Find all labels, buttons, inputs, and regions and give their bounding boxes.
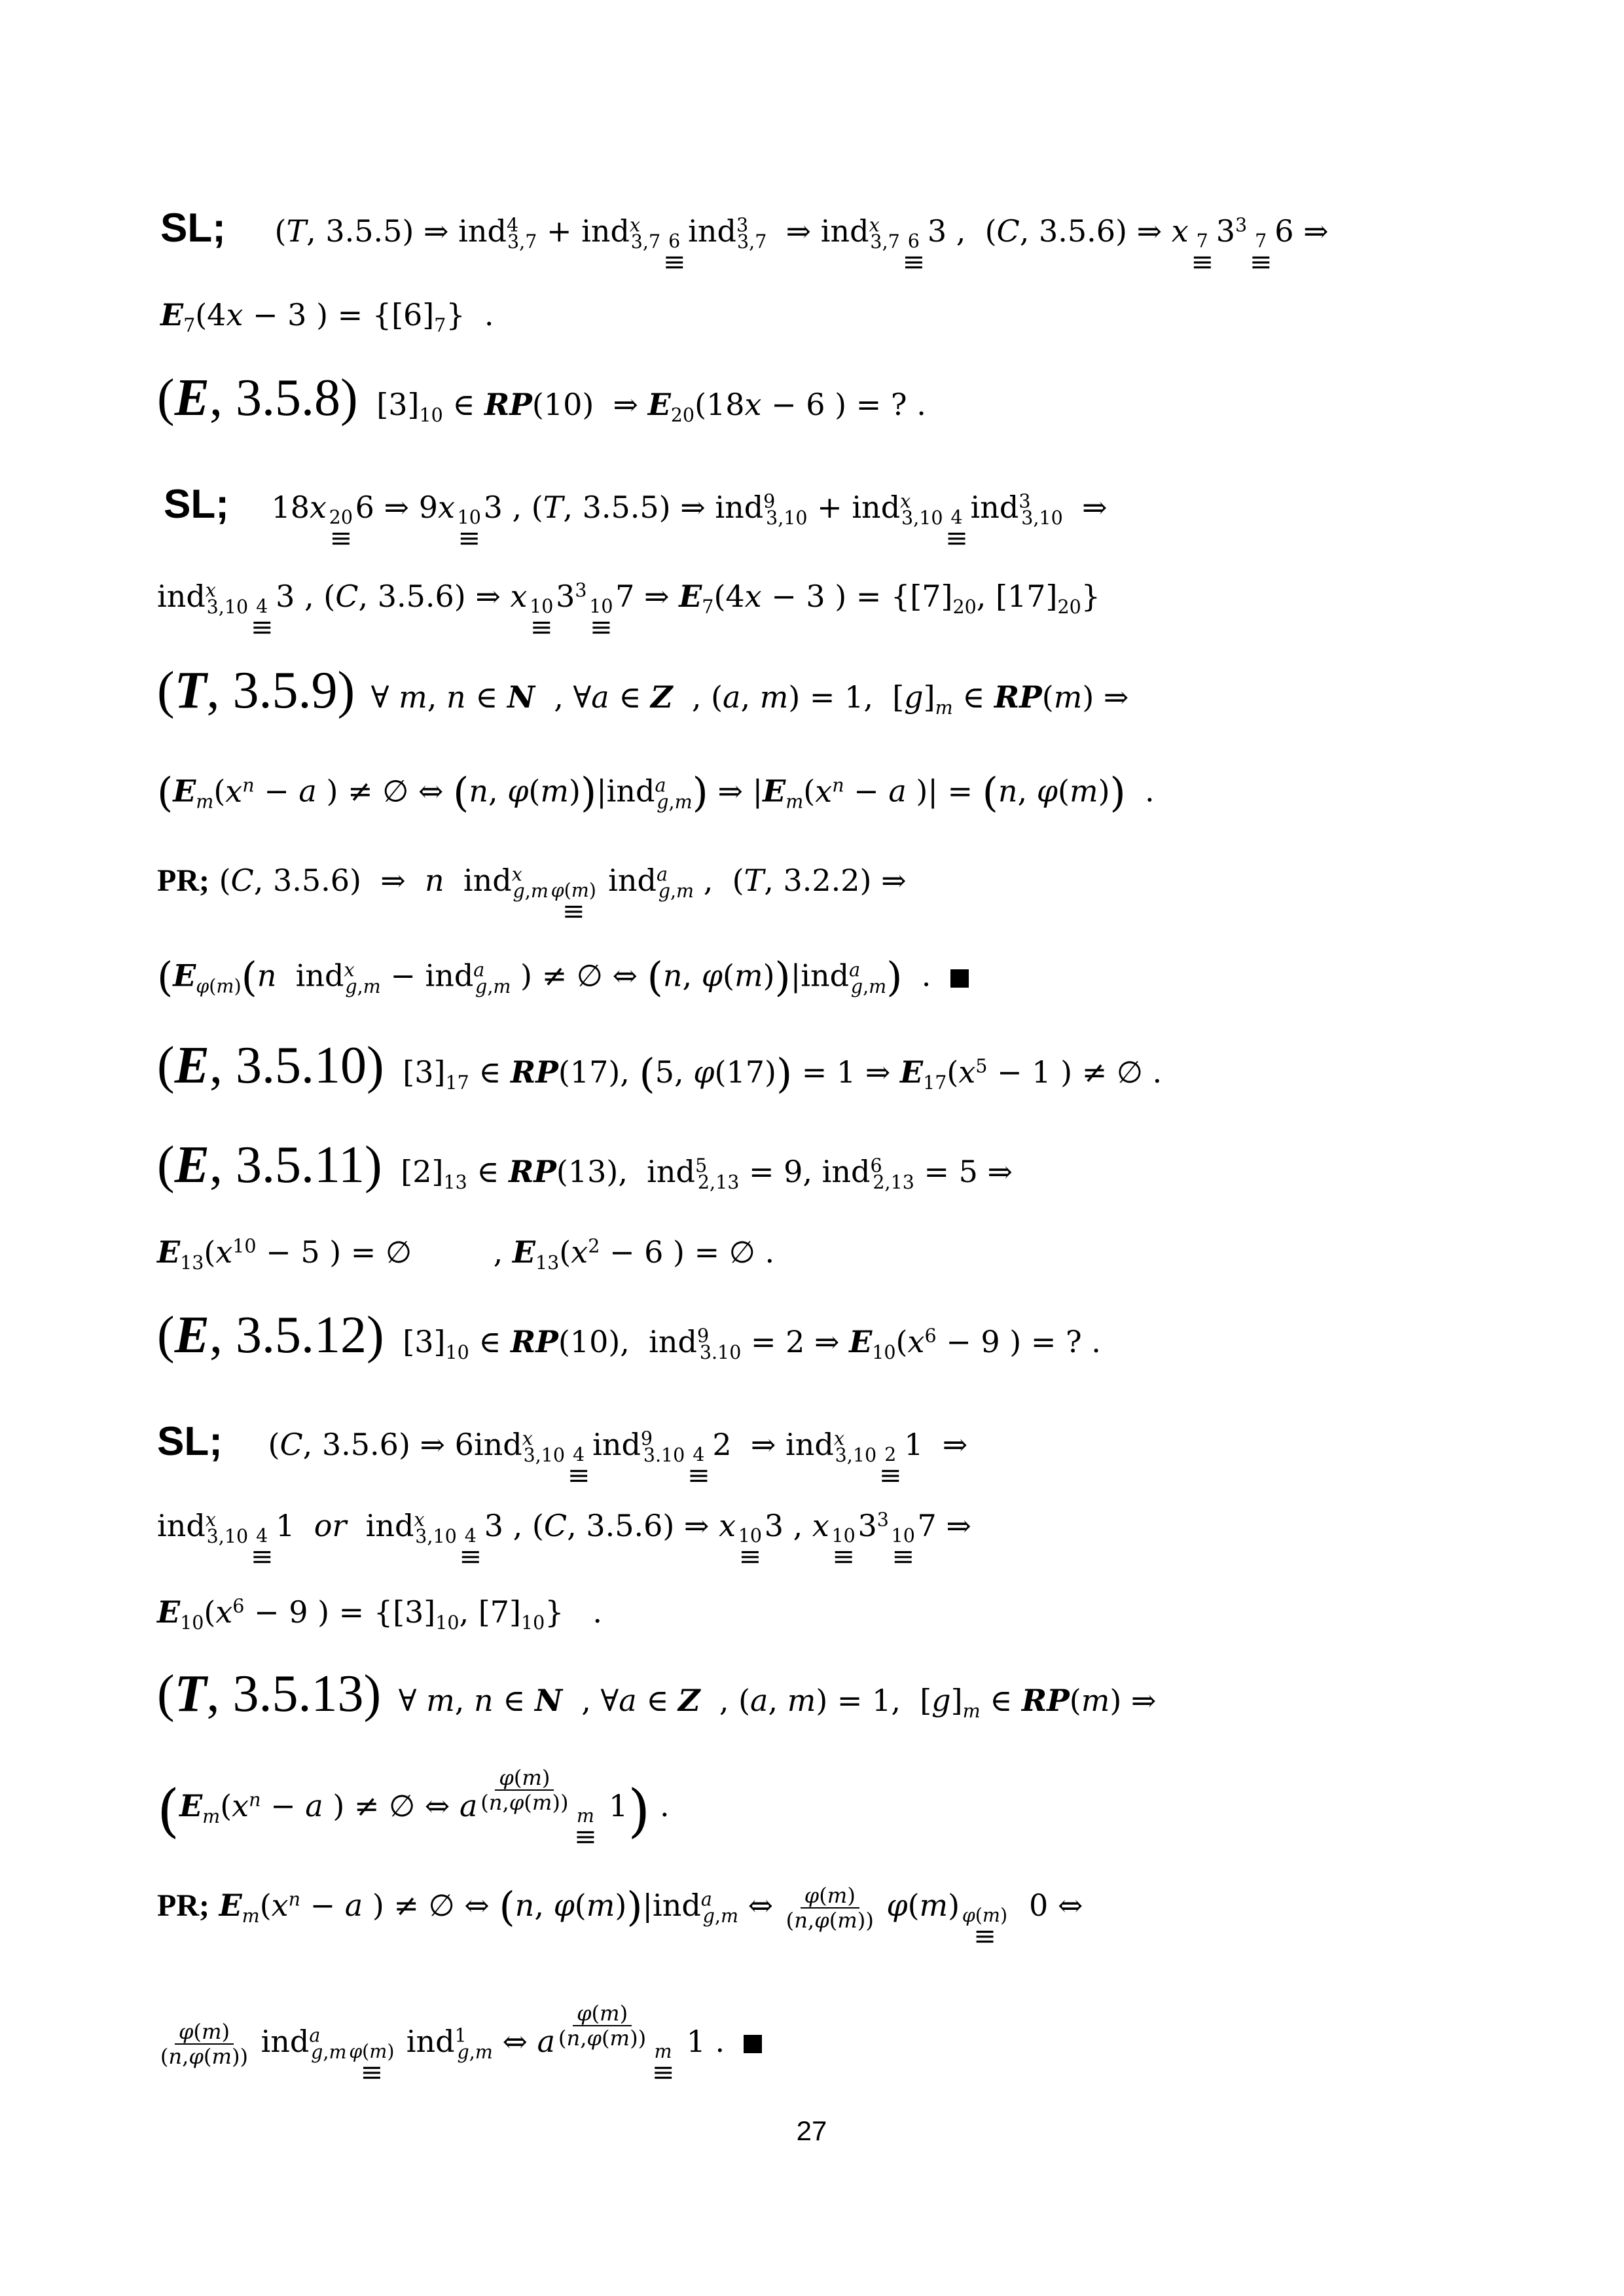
label-t-3513: 3.5.13) [232,1665,382,1723]
line-5: ind$^x_{3,10}$ 4 ≡ 3 , (C, 3.5.6) ⇒ x 10 ≡ $3^3$ 10 ≡ 7 ⇒ $E_7(4x - 3$ ) = {$[7]_{20}$, $[17]_{20}$} [157,579,1101,643]
pr-label: PR; [157,1888,209,1924]
line-20: $\frac{\varphi(m)}{(n,\varphi(m))}$ ind$^a_{g,m}$ φ(m) ≡ ind$^1_{g,m}$ ⇔ a $\frac{\varphi(m)}{(n,\varphi(m))}$ m ≡ 1 . [157,2003,762,2085]
pr-label: PR; [157,863,209,898]
label-e-3510: 3.5.10) [236,1037,384,1094]
label-e-3512: 3.5.12) [236,1306,384,1364]
sl-label: SL; [160,206,226,251]
line-18: ($E_m(x^n - a$ ) ≠ ∅ ⇔ a $\frac{\varphi(m)}{(n,\varphi(m))}$ m ≡ 1) . [157,1765,670,1852]
line-7: ($E_m(x^n - a$ ) ≠ ∅ ⇔ (n, φ(m))|ind$^a_{g,m}$) ⇒ $|E_m(x^n - a$ )| = (n, φ(m)) . [157,768,1155,816]
line-19: PR; $E_m(x^n - a$ ) ≠ ∅ ⇔ (n, φ(m))|ind$^a_{g,m}$ ⇔ $\frac{\varphi(m)}{(n,\varphi(m))}$ φ(m) φ(m) ≡ 0 ⇔ [157,1882,1083,1952]
line-13: (E, 3.5.12) $[3]_{10}$ ∈ RP(10), ind$^9_{3.10}$ = 2 ⇒ $E_{10}(x^6 - 9$ ) = ? . [157,1306,1101,1364]
line-1: SL; (T, 3.5.5) ⇒ ind$^4_{3,7}$ + ind$^x_{3,7}$ 6 ≡ ind$^3_{3,7}$ ⇒ ind$^x_{3,7}$ 6 ≡ 3 , (C, 3.5.6) ⇒ x 7 ≡ $3^3$ 7 ≡ 6 ⇒ [160,206,1329,278]
label-t-359: 3.5.9) [232,662,355,719]
line-16: $E_{10}(x^6 - 9$ ) = {$[3]_{10}$, $[7]_{10}$} . [157,1594,603,1634]
sl-label: SL; [164,482,229,527]
label-e-358: 3.5.8) [236,369,358,427]
line-2: $E_7(4x - 3$ ) = $\{[6]_7\}$ . [160,297,494,336]
line-10: (E, 3.5.10) $[3]_{17}$ ∈ RP(17), (5, φ(17)) = 1 ⇒ $E_{17}(x^5 - 1$ ) ≠ ∅ . [157,1037,1163,1098]
line-17: (T, 3.5.13) ∀ m, n ∈ N , ∀a ∈ Z , (a, m) = 1, $[g]_m$ ∈ RP(m) ⇒ [157,1665,1157,1723]
sl-label: SL; [157,1419,223,1464]
qed-icon [950,969,969,988]
qed-icon [744,2035,762,2053]
line-15: ind$^x_{3,10}$ 4 ≡ 1 or ind$^x_{3,10}$ 4 ≡ 3 , (C, 3.5.6) ⇒ x 10 ≡ 3 , x 10 ≡ $3^3$ 10 ≡ 7 ⇒ [157,1508,971,1572]
line-8: PR; (C, 3.5.6) ⇒ n ind$^x_{g,m}$ φ(m) ≡ ind$^a_{g,m}$ , (T, 3.2.2) ⇒ [157,863,907,927]
page-number: 27 [796,2115,827,2146]
line-14: SL; (C, 3.5.6) ⇒ 6ind$^x_{3,10}$ 4 ≡ ind$^9_{3.10}$ 4 ≡ 2 ⇒ ind$^x_{3,10}$ 2 ≡ 1 ⇒ [157,1419,968,1491]
line-6: (T, 3.5.9) ∀ m, n ∈ N , ∀a ∈ Z , (a, m) = 1, $[g]_m$ ∈ RP(m) ⇒ [157,662,1129,719]
line-4: SL; 18x 20 ≡ 6 ⇒ 9x 10 ≡ 3 , (T, 3.5.5) ⇒ ind$^9_{3,10}$ + ind$^x_{3,10}$ 4 ≡ ind$^3_{3,10}$ ⇒ [164,482,1108,554]
label-e-3511: 3.5.11) [236,1136,382,1194]
line-3: (E, 3.5.8) $[3]_{10}$ ∈ RP(10) ⇒ $E_{20}(18x - 6$ ) = ? . [157,369,926,427]
line-9: ($E_{\varphi(m)}(n$ ind$^x_{g,m}$ − ind$^a_{g,m}$ ) ≠ ∅ ⇔ (n, φ(m))|ind$^a_{g,m}$) . [157,957,969,997]
line-11: (E, 3.5.11) $[2]_{13}$ ∈ RP(13), ind$^5_{2,13}$ = 9, ind$^6_{2,13}$ = 5 ⇒ [157,1136,1013,1194]
line-12: $E_{13}(x^{10} - 5$ ) = ∅ , $E_{13}(x^2 - 6$ ) = ∅ . [157,1234,775,1274]
